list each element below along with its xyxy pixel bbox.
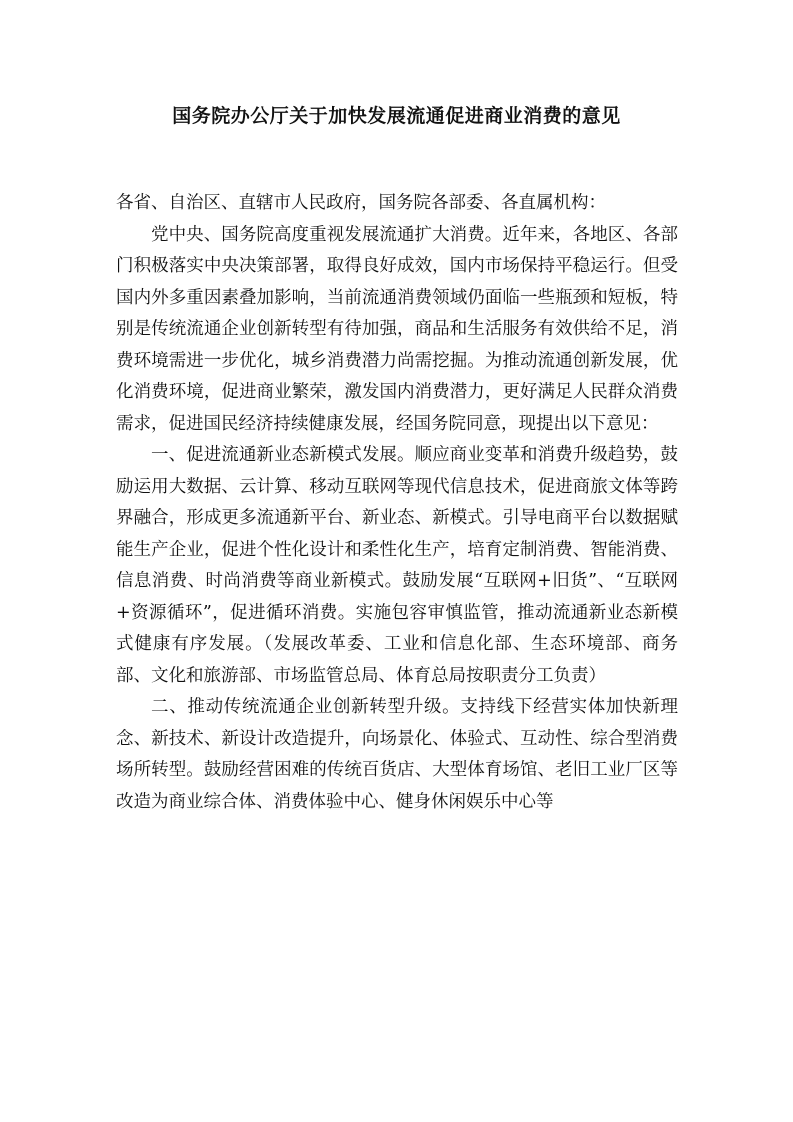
paragraph-intro: 党中央、国务院高度重视发展流通扩大消费。近年来，各地区、各部门积极落实中央决策部署，取得良好成效，国内市场保持平稳运行。但受国内外多重因素叠加影响，当前流通消费领域仍面临一些瓶颈和短板，特别是传统流通企业创新转型有待加强，商品和生活服务有效供给不足，消费环境需进一步优化，城乡消费潜力尚需挖掘。为推动流通创新发展，优化消费环境，促进商业繁荣，激发国内消费潜力，更好满足人民群众消费需求，促进国民经济持续健康发展，经国务院同意，现提出以下意见： [116, 224, 678, 434]
paragraph-section-2: 二、推动传统流通企业创新转型升级。支持线下经营实体加快新理念、新技术、新设计改造提升，向场景化、体验式、互动性、综合型消费场所转型。鼓励经营困难的传统百货店、大型体育场馆、老旧工业厂区等改造为商业综合体、消费体验中心、健身休闲娱乐中心等 [116, 697, 678, 812]
document-title: 国务院办公厅关于加快发展流通促进商业消费的意见 [172, 105, 621, 127]
document-body [116, 188, 678, 818]
paragraph-section-1: 一、促进流通新业态新模式发展。顺应商业变革和消费升级趋势，鼓励运用大数据、云计算、移动互联网等现代信息技术，促进商旅文体等跨界融合，形成更多流通新平台、新业态、新模式。引导电商平台以数据赋能生产企业，促进个性化设计和柔性化生产，培育定制消费、智能消费、信息消费、时尚消费等商业新模式。鼓励发展“互联网+旧货”、“互联网+资源循环”，促进循环消费。实施包容审慎监管，推动流通新业态新模式健康有序发展。（发展改革委、工业和信息化部、生态环境部、商务部、文化和旅游部、市场监管总局、体育总局按职责分工负责） [116, 445, 678, 686]
salutation: 各省、自治区、直辖市人民政府，国务院各部委、各直属机构： [116, 193, 606, 213]
